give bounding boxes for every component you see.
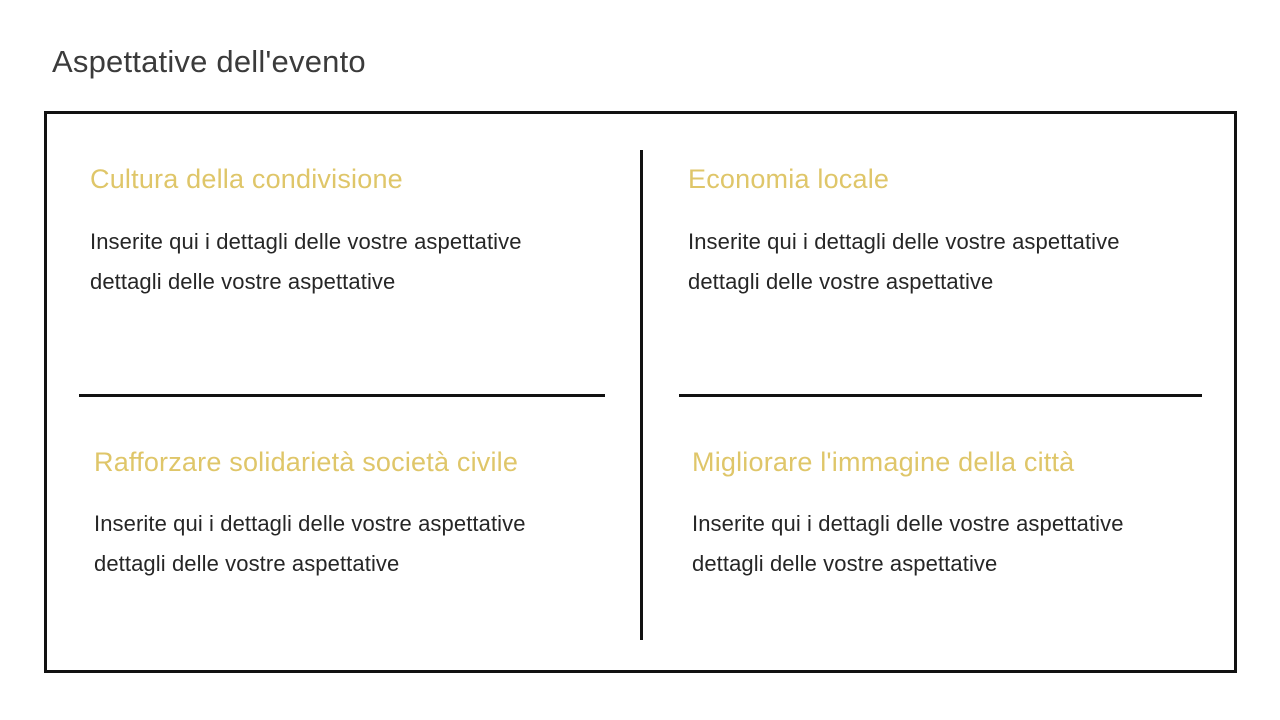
quadrant-body-line: dettagli delle vostre aspettative <box>90 269 396 294</box>
quadrant-body-line: Inserite qui i dettagli delle vostre aspettative <box>90 229 522 254</box>
vertical-divider <box>640 150 643 640</box>
quadrant-body-line: dettagli delle vostre aspettative <box>688 269 994 294</box>
quadrant-title-bottom-left[interactable]: Rafforzare solidarietà società civile <box>94 447 519 477</box>
horizontal-divider-left <box>79 394 605 397</box>
quadrant-body-top-left[interactable] <box>90 222 522 302</box>
quadrant-body-line: dettagli delle vostre aspettative <box>94 551 400 576</box>
quadrant-body-bottom-right[interactable] <box>692 504 1124 584</box>
quadrant-body-line: Inserite qui i dettagli delle vostre aspettative <box>692 511 1124 536</box>
quadrant-body-bottom-left[interactable] <box>94 504 526 584</box>
quadrant-title-top-right[interactable]: Economia locale <box>688 164 890 194</box>
horizontal-divider-right <box>679 394 1202 397</box>
slide-title[interactable]: Aspettative dell'evento <box>52 44 366 79</box>
quadrant-body-line: Inserite qui i dettagli delle vostre aspettative <box>94 511 526 536</box>
quadrant-body-line: dettagli delle vostre aspettative <box>692 551 998 576</box>
quadrant-title-bottom-right[interactable]: Migliorare l'immagine della città <box>692 447 1075 477</box>
quadrant-title-top-left[interactable]: Cultura della condivisione <box>90 164 403 194</box>
quadrant-body-line: Inserite qui i dettagli delle vostre aspettative <box>688 229 1120 254</box>
quadrant-body-top-right[interactable] <box>688 222 1120 302</box>
